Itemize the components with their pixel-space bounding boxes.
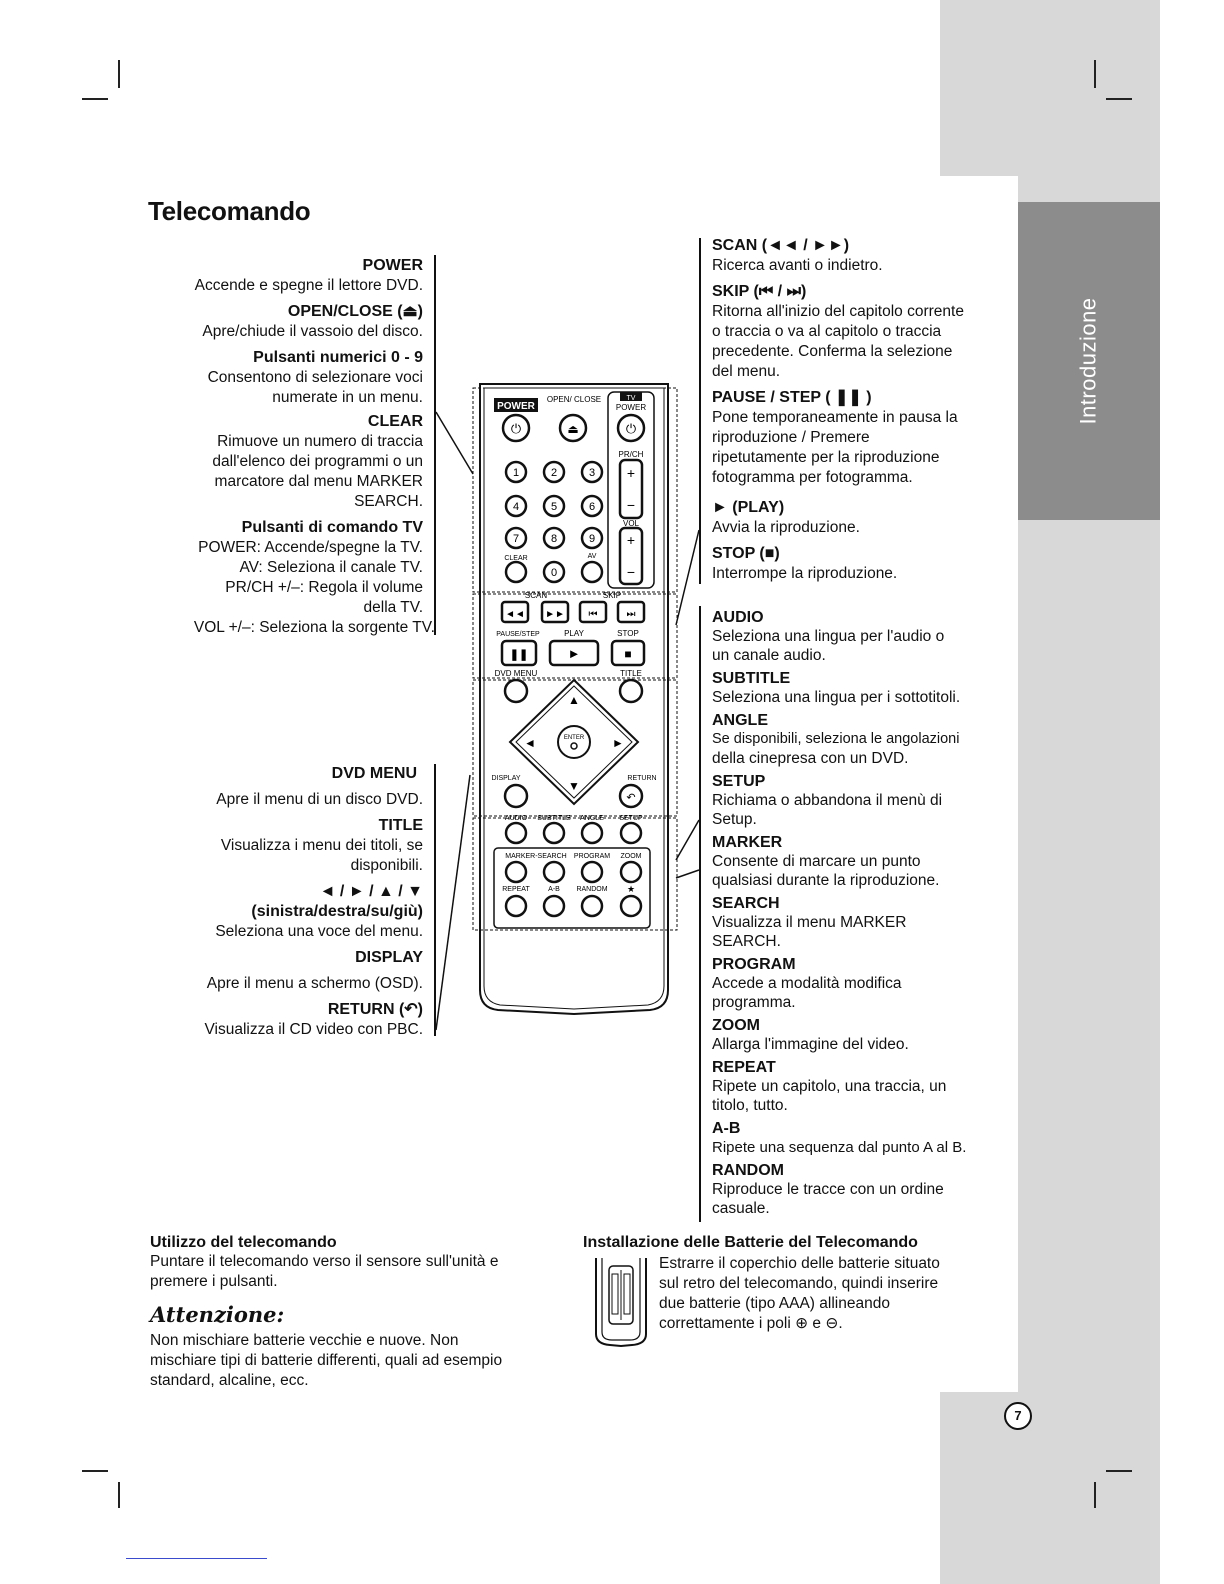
attention-line: Non mischiare batterie vecchie e nuove. Non: [150, 1332, 459, 1349]
callout-head: PROGRAM: [712, 956, 796, 973]
callout-head: DISPLAY: [355, 949, 423, 966]
callout-line: Ritorna all'inizio del capitolo corrente: [712, 303, 964, 320]
stop-icon: ■: [624, 647, 632, 661]
callout-line: programma.: [712, 994, 796, 1011]
callout-line: Allarga l'immagine del video.: [712, 1036, 909, 1053]
connector-line: [436, 775, 470, 1030]
callout-line: casuale.: [712, 1200, 770, 1217]
callout-head: ► (PLAY): [712, 499, 785, 516]
return-label: RETURN: [627, 775, 657, 782]
callout-line: numerate in un menu.: [272, 389, 423, 406]
callout-head: RETURN (↶): [327, 1001, 423, 1018]
enter-label: ENTER: [563, 735, 585, 741]
attention-line: mischiare tipi di batterie differenti, quali ad esempio: [150, 1352, 503, 1369]
minus-icon: −: [626, 497, 636, 513]
callout-line: o traccia o va al capitolo o traccia: [712, 323, 942, 340]
digit-label: 8: [550, 533, 558, 545]
power-label: POWER: [497, 401, 535, 412]
section-tab-label: Introduzione: [1076, 297, 1101, 425]
down-arrow-icon[interactable]: ▼: [568, 779, 580, 793]
repeat-button[interactable]: [506, 896, 526, 916]
crop-mark: [1094, 60, 1096, 88]
callout-line: riproduzione / Premere: [712, 429, 870, 446]
page-number: 7: [1004, 1402, 1032, 1430]
subtitle-label: SUBTITLE: [537, 815, 571, 822]
setup-label: SETUP: [619, 815, 643, 822]
callout-head: REPEAT: [712, 1059, 776, 1076]
callout-head: SCAN (◄◄ / ►►): [712, 237, 850, 254]
callout-line: Ripete un capitolo, una traccia, un: [712, 1078, 947, 1095]
callout-line: Visualizza i menu dei titoli, se: [220, 837, 423, 854]
dvd-menu-button[interactable]: [505, 680, 527, 702]
pause-step-label: PAUSE/STEP: [496, 631, 540, 638]
callout-line: della cinepresa con un DVD.: [712, 750, 909, 767]
callout-power: [150, 256, 423, 296]
callout-line: del menu.: [712, 363, 781, 380]
plus-icon: +: [626, 465, 636, 481]
callout-skip: [712, 282, 1002, 382]
usage-title: Utilizzo del telecomando: [150, 1234, 337, 1251]
open-close-label: OPEN/ CLOSE: [546, 395, 602, 404]
callout-head: SUBTITLE: [712, 670, 791, 687]
callout-head: A-B: [712, 1120, 741, 1137]
crop-mark: [118, 1482, 120, 1508]
callout-head: ANGLE: [712, 712, 768, 729]
digit-label: 0: [550, 567, 558, 579]
callout-line: disponibili.: [350, 857, 423, 874]
remote-control-illustration: [470, 380, 680, 1020]
callout-title: [150, 816, 423, 876]
callout-line: Ripete una sequenza dal punto A al B.: [712, 1139, 967, 1156]
power-icon: ⏻: [510, 421, 522, 436]
crop-mark: [82, 98, 108, 100]
callout-head: ZOOM: [712, 1017, 760, 1034]
angle-button[interactable]: [582, 823, 602, 843]
callout-head: SKIP (⏮ / ⏭): [712, 283, 807, 300]
callout-line: Riproduce le tracce con un ordine: [712, 1181, 944, 1198]
callout-head: STOP (■): [712, 545, 780, 562]
callout-line: Visualizza il CD video con PBC.: [204, 1021, 423, 1038]
up-arrow-icon[interactable]: ▲: [568, 693, 580, 707]
callout-clear: [150, 412, 423, 512]
battery-line: due batterie (tipo AAA) allineando: [659, 1295, 890, 1312]
callout-head: CLEAR: [367, 413, 423, 430]
callout-display: [150, 948, 423, 994]
usage-section: [150, 1234, 550, 1391]
digit-label: 2: [550, 467, 558, 479]
callout-stop: [712, 544, 1002, 584]
digit-label: 1: [512, 467, 520, 479]
crop-mark: [1106, 98, 1132, 100]
callout-line: Consente di marcare un punto: [712, 853, 921, 870]
callout-head: PAUSE / STEP ( ❚❚ ): [712, 389, 872, 406]
callout-line: SEARCH.: [712, 933, 781, 950]
callout-search: [712, 894, 1002, 951]
callout-head: ◄ / ► / ▲ / ▼: [319, 883, 423, 900]
callout-line: Accede a modalità modifica: [712, 975, 902, 992]
play-label: PLAY: [564, 629, 584, 638]
footer-link-line: [126, 1558, 267, 1559]
callout-arrows: [150, 882, 423, 942]
prch-label: PR/CH: [618, 450, 644, 459]
dvd-menu-label: DVD MENU: [494, 669, 538, 678]
attention-title: Attenzione:: [150, 1302, 285, 1327]
audio-button[interactable]: [506, 823, 526, 843]
callout-head: SEARCH: [712, 895, 780, 912]
av-label: AV: [587, 553, 597, 560]
callout-line: Interrompe la riproduzione.: [712, 565, 898, 582]
callout-line: Consentono di selezionare voci: [207, 369, 423, 386]
callout-ab: [712, 1119, 1002, 1157]
battery-text: [659, 1254, 989, 1334]
callout-line: Seleziona una voce del menu.: [215, 923, 423, 940]
random-label: RANDOM: [576, 886, 608, 893]
angle-label: ANGLE: [580, 815, 604, 822]
zoom-button[interactable]: [621, 862, 641, 882]
battery-line: sul retro del telecomando, quindi inserire: [659, 1275, 939, 1292]
plus-icon: +: [626, 532, 636, 548]
callout-line: AV: Seleziona il canale TV.: [239, 559, 423, 576]
display-label: DISPLAY: [491, 775, 521, 782]
callout-head: MARKER: [712, 834, 783, 851]
callout-angle: [712, 711, 1002, 768]
callout-line: un canale audio.: [712, 647, 826, 664]
page-title: Telecomando: [148, 196, 311, 226]
callout-head: Pulsanti numerici 0 - 9: [253, 349, 423, 366]
callout-line: Pone temporaneamente in pausa la: [712, 409, 958, 426]
callout-head: AUDIO: [712, 609, 764, 626]
scan-label: SCAN: [524, 591, 548, 600]
callout-line: SEARCH.: [354, 493, 423, 510]
program-label: PROGRAM: [573, 853, 611, 860]
callout-zoom: [712, 1016, 1002, 1054]
callout-line: PR/CH +/–: Regola il volume: [225, 579, 423, 596]
callout-head: SETUP: [712, 773, 766, 790]
left-arrow-icon[interactable]: ◄: [524, 736, 536, 750]
eject-icon: ⏏: [567, 422, 579, 436]
callout-subtitle: [712, 669, 1002, 707]
right-callouts-bottom: [712, 608, 1002, 1218]
crop-mark: [1094, 1482, 1096, 1508]
callout-line: qualsiasi durante la riproduzione.: [712, 872, 940, 889]
callout-line: titolo, tutto.: [712, 1097, 788, 1114]
rewind-icon: ◄◄: [505, 609, 525, 620]
callout-line: POWER: Accende/spegne la TV.: [198, 539, 423, 556]
right-callouts-top: [712, 236, 1002, 584]
enter-button[interactable]: [558, 726, 590, 758]
title-label: TITLE: [620, 669, 642, 678]
star-button[interactable]: [621, 896, 641, 916]
stop-label: STOP: [617, 629, 639, 638]
left-callouts-bottom: [150, 764, 423, 1040]
callout-line: dall'elenco dei programmi o un: [212, 453, 423, 470]
play-icon: ►: [567, 646, 581, 661]
marker-search-label: MARKER-SEARCH: [505, 853, 567, 860]
section-tab-label-wrap: [1018, 202, 1160, 520]
av-button[interactable]: [582, 562, 602, 582]
tv-badge: TV: [626, 395, 636, 402]
callout-return: [150, 1000, 423, 1040]
display-button[interactable]: [505, 785, 527, 807]
title-button[interactable]: [620, 680, 642, 702]
battery-title: Installazione delle Batterie del Telecomando: [583, 1234, 918, 1251]
callout-audio: [712, 608, 1002, 665]
callout-line: Apre il menu di un disco DVD.: [216, 791, 423, 808]
callout-scan: [712, 236, 1002, 276]
clear-button[interactable]: [506, 562, 526, 582]
vol-label: VOL: [622, 519, 640, 528]
callout-tv-buttons: [150, 518, 435, 638]
callout-open-close: [150, 302, 423, 342]
return-icon: ↶: [626, 792, 636, 804]
callout-line: Se disponibili, seleziona le angolazioni: [712, 731, 960, 747]
callout-head: TITLE: [378, 817, 423, 834]
minus-icon: −: [626, 564, 636, 580]
callout-line: Apre il menu a schermo (OSD).: [206, 975, 423, 992]
callout-head: OPEN/CLOSE (⏏): [287, 303, 423, 320]
callout-play: [712, 498, 1002, 538]
callout-random: [712, 1161, 1002, 1218]
callout-line: VOL +/–: Seleziona la sorgente TV.: [193, 619, 435, 636]
callout-line: fotogramma per fotogramma.: [712, 469, 913, 486]
right-arrow-icon[interactable]: ►: [612, 736, 624, 750]
clear-label: CLEAR: [504, 555, 528, 562]
crop-mark: [118, 60, 120, 88]
callout-line: Richiama o abbandona il menù di: [712, 792, 943, 809]
callout-line: Avvia la riproduzione.: [712, 519, 860, 536]
program-button[interactable]: [582, 862, 602, 882]
usage-line: premere i pulsanti.: [150, 1273, 278, 1290]
callout-line: Visualizza il menu MARKER: [712, 914, 907, 931]
crop-mark: [82, 1470, 108, 1472]
attention-line: standard, alcaline, ecc.: [150, 1372, 309, 1389]
left-callouts-top: [150, 256, 435, 638]
crop-mark: [1106, 1470, 1132, 1472]
skip-forward-icon: ⏭: [626, 609, 636, 620]
repeat-label: REPEAT: [502, 886, 530, 893]
ab-button[interactable]: [544, 896, 564, 916]
callout-dvd-menu: [150, 764, 423, 810]
digit-label: 7: [512, 533, 520, 545]
battery-line: Estrarre il coperchio delle batterie situato: [659, 1255, 940, 1272]
pause-icon: ❚❚: [509, 649, 529, 661]
subtitle-button[interactable]: [544, 823, 564, 843]
connector-line: [436, 412, 473, 474]
marker-button[interactable]: [506, 862, 526, 882]
digit-label: 6: [588, 501, 596, 513]
usage-line: Puntare il telecomando verso il sensore sull'unità e: [150, 1253, 499, 1270]
tv-power-icon: ⏻: [625, 421, 637, 436]
battery-line: correttamente i poli ⊕ e ⊖.: [659, 1315, 843, 1332]
digit-label: 3: [588, 467, 596, 479]
setup-button[interactable]: [621, 823, 641, 843]
callout-line: ripetutamente per la riproduzione: [712, 449, 940, 466]
callout-head: DVD MENU: [331, 765, 417, 782]
zoom-label: ZOOM: [620, 853, 642, 860]
random-button[interactable]: [582, 896, 602, 916]
battery-section: [583, 1234, 983, 1252]
skip-back-icon: ⏮: [588, 609, 598, 620]
callout-line: precedente. Conferma la selezione: [712, 343, 953, 360]
callout-line: Apre/chiude il vassoio del disco.: [202, 323, 423, 340]
bottom-gray-band: [940, 1392, 1160, 1584]
callout-setup: [712, 772, 1002, 829]
skip-label: SKIP: [602, 591, 622, 600]
tv-power-label: POWER: [615, 403, 647, 412]
callout-head: POWER: [362, 257, 423, 274]
callout-repeat: [712, 1058, 1002, 1115]
battery-compartment-icon: [590, 1256, 652, 1348]
callout-head: (sinistra/destra/su/giù): [251, 903, 423, 920]
digit-label: 4: [512, 501, 520, 513]
digit-label: 5: [550, 501, 558, 513]
callout-line: Setup.: [712, 811, 757, 828]
ab-label: A-B: [548, 886, 560, 893]
callout-line: della TV.: [363, 599, 423, 616]
callout-line: Seleziona una lingua per l'audio o: [712, 628, 945, 645]
top-gray-band: [940, 0, 1160, 176]
callout-numeric: [150, 348, 423, 408]
callout-line: Ricerca avanti o indietro.: [712, 257, 883, 274]
callout-line: Accende e spegne il lettore DVD.: [194, 277, 423, 294]
digit-label: 9: [588, 533, 596, 545]
callout-marker: [712, 833, 1002, 890]
callout-head: RANDOM: [712, 1162, 784, 1179]
callout-line: Seleziona una lingua per i sottotitoli.: [712, 689, 961, 706]
fast-forward-icon: ►►: [545, 609, 565, 620]
callout-line: marcatore dal menu MARKER: [214, 473, 423, 490]
callout-head: Pulsanti di comando TV: [241, 519, 423, 536]
audio-label: AUDIO: [504, 815, 528, 822]
search-button[interactable]: [544, 862, 564, 882]
callout-line: Rimuove un numero di traccia: [217, 433, 423, 450]
star-icon: ★: [626, 884, 636, 894]
callout-program: [712, 955, 1002, 1012]
callout-pause-step: [712, 388, 1002, 488]
